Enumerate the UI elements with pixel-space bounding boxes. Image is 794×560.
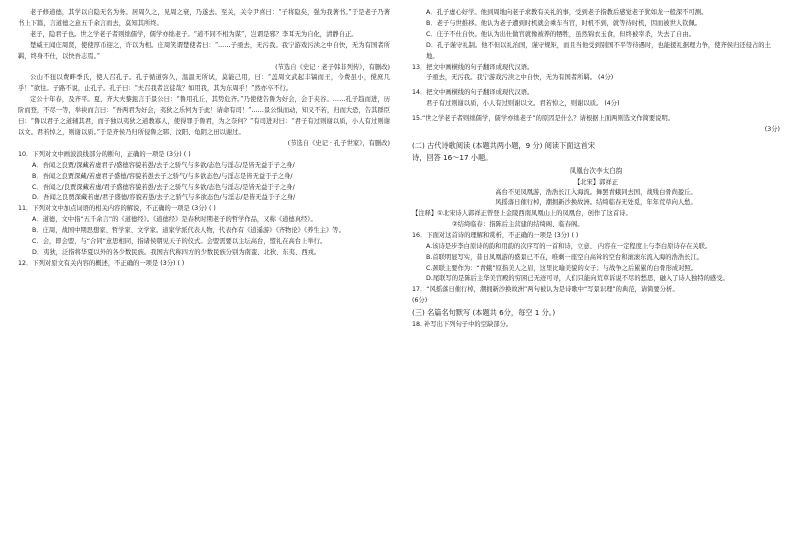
question-14-sentence: 君子有过则谢以质，小人有过则谢以文。君若悼之，则谢以质。 (4分) (426, 100, 620, 108)
question-13: 13．把文中画横线的句子翻译成现代汉语。 (412, 63, 534, 71)
question-16-option-c: C.颈联主要作为：“青蛾”原指美人之眉，这里比喻美貌的女子；与战争之后累累的白骨形成对照。 (426, 264, 698, 272)
passage-paragraph-1: 老子修道德，其学以自隐无名为务。居周久之，见周之衰，乃遂去。至关，关令尹喜曰：“子将隐矣，强为我著书。”于是老子乃著书上下篇，言道德之意五千余言而去，莫知其所终。 (18, 9, 390, 27)
question-11-option-d: D．夷狄，泛指将华夏以外的各少数民族。我国古代称四方的少数民族分别为南蛮、北狄、东夷、西戎。 (32, 248, 321, 256)
question-10-option-b: B．吾闻之良贾深藏/若虚君子盛德/容貌若愚去子之骄气/与多欲态色/与淫志是皆无益于子之身/ (32, 172, 293, 180)
question-12-option-a: A．孔子虚心好学。他到周地向老子求教有关礼的事，受到老子指教后感觉老子犹如龙一般深不可测。 (426, 9, 708, 16)
question-14: 14．把文中画横线的句子翻译成现代汉语。 (412, 89, 534, 97)
question-17: 17．“风摇落日催行棹，潮拥新沙换故洲”两句被认为是诗歌中“写景识理”的典范，请简要分析。 (412, 286, 679, 294)
question-16-option-b: B.首联明显写实，昔日凤凰游的盛景已不在，唯剩一座空自高耸的空台和滚滚东流入海的浩浩长江。 (426, 253, 704, 261)
question-12: 12．下列对原文有关内容的概述，不正确的一项是 (3分) ( ) (18, 259, 185, 267)
question-10: 10．下列对文中画波浪线部分的断句，正确的一项是 (3分) ( ) (18, 150, 191, 158)
question-11-option-b: B．庄周，战国中期思想家、哲学家、文学家。道家学派代表人物，代表作有《逍遥游》《齐物论》《养生主》等。 (32, 227, 345, 235)
poem-line-1: 高台不见凤凰游，浩浩长江入海流。舞罢青蛾同去国，战残白骨尚盈丘。 (495, 188, 697, 196)
right-column (412, 8, 780, 331)
question-10-option-c: C．吾闻之/良贾深藏若虚/君子盛德容貌若愚/去子之骄气与多欲/态色与淫志/是皆无益于子之身/ (32, 183, 295, 191)
poem-title: 凤凰台次李太白韵 (569, 166, 623, 175)
question-11: 11．下列对文中加点词语的相关内容的解说，不正确的一项是 (3分) ( ) (18, 205, 216, 213)
question-10-option-a: A．吾闻之良贾/深藏若虚君子/盛德容貌若愚/去子之骄气与多欲/态色与淫志/是皆无益于子之身/ (32, 161, 295, 169)
question-12-option-b: B．老子与世推移。他认为老子遭到时机就会乘车当官，时机不到，就等待时机，因而被世人钦佩。 (426, 19, 702, 27)
question-11-option-c: C．会，即会盟，与“合同”意思相同，指诸侯朝见天子的仪式。会盟需要以主坛高台，盟礼在高台上举行。 (32, 238, 327, 246)
question-16-option-d: D.尾联写的是陈后主华美宫殿的穷困已无迹可寻，人们只能向荒草诉说不尽的愁思，融入了诗人独特的感受。 (426, 275, 729, 283)
poem-line-2: 风摇落日催行棹，潮拥新沙换故洲。结绮临春无处觅，年年荒草向人愁。 (495, 199, 697, 207)
passage-paragraph-2: 老子，隐君子也。世之学老子者则绌儒学，儒学亦绌老子。“道不同不相为谋”，岂谓是邪？李耳无为自化，清静自正。 (30, 30, 358, 38)
source-note-1: (节选自《史记 · 老子韩非列传》，有删改) (275, 63, 390, 71)
question-15: 15.“世之学老子者则绌儒学，儒学亦绌老子”的原因是什么？请根据上面两则选文作简要说明。 (412, 115, 675, 123)
section-2-heading-cont: 诗，回答 16～17 小题。 (412, 153, 493, 163)
question-11-option-a: A．道德，文中指“五千余言”的《道德经》。《道德经》是春秋时期老子的哲学作品，又称《道德真经》。 (32, 216, 317, 224)
question-15-score: (3分) (764, 126, 780, 134)
section-2-heading: (二) 古代诗歌阅读 (本题共两小题，9 分) 阅读下面这首宋 (412, 140, 596, 150)
section-3-heading: (三) 名篇名句默写 (本题共 6分，每空 1 分。) (412, 308, 556, 318)
passage-paragraph-4: 公山不狃以费畔季氏，使人召孔子。孔子循道弥久，温温无所试，莫能己用，曰：“盖周文武起丰镐而王，今费虽小，傥庶几乎！”欲往。子路不说，止孔子。孔子曰：“夫召我者岂徒哉？如用我，其为东周乎！”然亦卒不行。 (18, 74, 390, 93)
passage-paragraph-5: 定公十年春，及齐平。夏，齐大夫黎鉏言于景公曰：“鲁用孔丘，其势危齐。”乃使使告鲁为好会，会于夹谷。……孔子趋而进，历阶而登，不尽一等，举袂而言曰：“吾两君为好会，夷狄之乐何为于此！请命有司！”……景公惧而动，知义不若，归而大恐，告其群臣曰：“鲁以君子之道辅其君，而子独以夷狄之道教寡人，使得罪于鲁君，为之奈何？”有司进对曰：“君子有过则谢以质，小人有过则谢以文。君若悼之，则谢以质。”于是齐侯乃归所侵鲁之郓、汶阳、龟阴之田以谢过。 (18, 96, 390, 136)
question-16: 16．下面对这首诗的理解和赏析，不正确的一项是 (3分) ( ) (412, 231, 579, 239)
poem-note-2: ②结绮临春：指陈后主营建的结绮阁、临春阁。 (452, 220, 584, 228)
left-column (18, 8, 390, 270)
question-18: 18. 补写出下列句子中的空缺部分。 (412, 320, 513, 328)
passage-paragraph-3: 楚威王闻庄周贤，使使厚币迎之，许以为相。庄周笑谓楚使者曰：“……子亟去，无污我。我宁游戏污渎之中自快，无为有国者所羁，终身不仕，以快吾志焉。” (18, 41, 390, 60)
poem-author: 【北宋】郭祥正 (573, 178, 619, 186)
question-12-option-c: C．庄子不仕自快。他认为出仕做官就像被养的牺牲，虽然锦衣玉食，但终被宰杀，失去了自由。 (426, 30, 695, 38)
question-13-sentence: 子亟去，无污我。我宁游戏污渎之中自快，无为有国者所羁。 (4分) (426, 74, 614, 82)
question-16-option-a: A.该诗是步李白原诗的韵和用韵的次序写的一首和诗，立意、 内容在一定程度上与李白原诗存在关联。 (426, 242, 712, 250)
poem-note-1: 【注释】①北宋诗人郭祥正曾登上金陵西南凤凰山上的凤凰台，创作了这首诗。 (412, 209, 632, 217)
source-note-2: (节选自《史记 · 孔子世家》，有删改) (287, 139, 390, 147)
question-10-option-d: D．吾闻之良贾深藏若虚/君子盛德/容貌若愚/去子之骄气与多欲态色/与淫志/是皆无益于子之身/ (32, 194, 296, 202)
question-12-option-d: D．孔子谨守礼制。他不但以礼治国，谨守规矩，而且当他受到别国不平等待遇时，也能援礼据理力争，使齐侯归还侵占的土地。 (426, 41, 771, 60)
question-17-score: (6分) (412, 297, 428, 305)
